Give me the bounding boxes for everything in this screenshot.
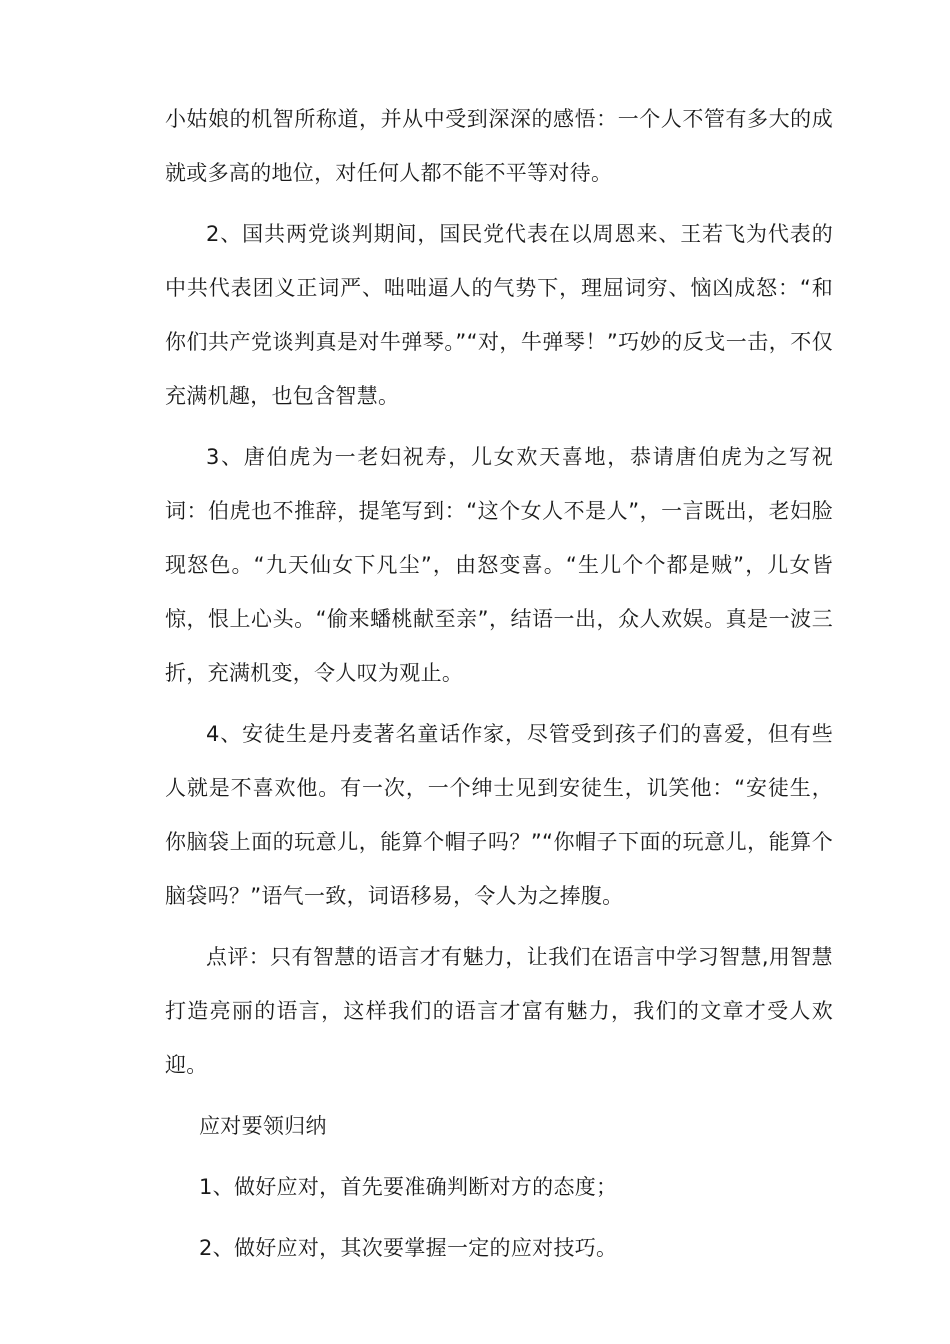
paragraph-example-2: 2、国共两党谈判期间，国民党代表在以周恩来、王若飞为代表的中共代表团义正词严、咄咄逼人的气势下，理屈词穷、恼凶成怒：“和你们共产党谈判真是对牛弹琴。”“对，牛弹琴！”巧妙的反戈一击，不仅充满机趣，也包含智慧。 bbox=[165, 222, 833, 408]
paragraph-comment: 点评：只有智慧的语言才有魅力，让我们在语言中学习智慧,用智慧打造亮丽的语言，这样我们的语言才富有魅力，我们的文章才受人欢迎。 bbox=[165, 945, 833, 1077]
paragraph-example-3: 3、唐伯虎为一老妇祝寿，儿女欢天喜地，恭请唐伯虎为之写祝词：伯虎也不推辞，提笔写到：“这个女人不是人”，一言既出，老妇脸现怒色。“九天仙女下凡尘”，由怒变喜。“生儿个个都是贼”，儿女皆惊，恨上心头。“偷来蟠桃献至亲”，结语一出，众人欢娱。真是一波三折，充满机变，令人叹为观止。 bbox=[165, 445, 833, 685]
paragraph-example-4: 4、安徒生是丹麦著名童话作家，尽管受到孩子们的喜爱，但有些人就是不喜欢他。有一次，一个绅士见到安徒生，讥笑他：“安徒生，你脑袋上面的玩意儿，能算个帽子吗？”“你帽子下面的玩意儿，能算个脑袋吗？”语气一致，词语移易，令人为之捧腹。 bbox=[165, 722, 833, 908]
document-body bbox=[165, 92, 833, 1282]
summary-item-2: 2、做好应对，其次要掌握一定的应对技巧。 bbox=[199, 1236, 618, 1260]
paragraph-continuation: 小姑娘的机智所称道，并从中受到深深的感悟：一个人不管有多大的成就或多高的地位，对任何人都不能不平等对待。 bbox=[165, 107, 833, 185]
summary-heading: 应对要领归纳 bbox=[199, 1114, 327, 1138]
summary-item-1: 1、做好应对，首先要准确判断对方的态度； bbox=[199, 1175, 618, 1199]
